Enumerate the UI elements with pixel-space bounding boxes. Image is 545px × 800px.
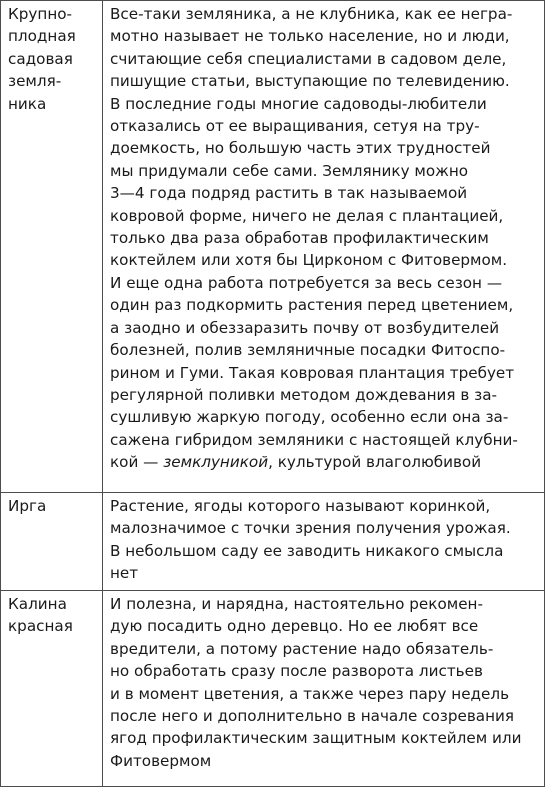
description-line: только два раза обработав профилактическим xyxy=(110,229,489,248)
text-run: , культурой влаголюбивой xyxy=(268,453,482,472)
description-line xyxy=(110,451,538,473)
description-line: сажена гибридом земляники с настоящей клубни- xyxy=(110,430,518,449)
description-line: вредители, а потому растение надо обязатель- xyxy=(110,639,494,658)
description-line: И еще одна работа потребуется за весь сезон — xyxy=(110,273,503,292)
description-line: мы придумали себе сами. Землянику можно xyxy=(110,161,469,180)
description-line: считающие себя специалистами в садовом деле, xyxy=(110,49,507,68)
description-line: дую посадить одно деревцо. Но ее любят все xyxy=(110,617,479,636)
description-line: после него и дополнительно в начале созревания xyxy=(110,707,515,726)
plant-name-line: Крупно- xyxy=(8,5,73,23)
description-line: В последние годы многие садоводы-любители xyxy=(110,94,487,113)
description-line: коктейлем или хотя бы Цирконом с Фитовермом. xyxy=(110,251,508,270)
plant-name-cell xyxy=(1,591,103,787)
description-line: 3—4 года подряд растить в так называемой xyxy=(110,184,468,203)
plant-name-line: плодная xyxy=(8,27,76,46)
description-line: В небольшом саду ее заводить никакого смысла xyxy=(110,541,504,560)
description-line: но обработать сразу после разворота листьев xyxy=(110,662,483,681)
description-line: регулярной поливки методом дождевания в за- xyxy=(110,385,497,404)
plant-description-cell xyxy=(103,493,545,591)
description-line: сушливую жаркую погоду, особенно если она за- xyxy=(110,408,509,427)
plant-name-cell xyxy=(1,1,103,493)
description-line: Все-таки земляника, а не клубника, как ее негра- xyxy=(110,5,513,23)
description-line: нет xyxy=(110,564,139,583)
table-row xyxy=(1,493,545,591)
plant-name-line: садовая xyxy=(8,49,73,68)
description-line: рином и Гуми. Такая ковровая плантация требует xyxy=(110,363,515,382)
description-line: один раз подкормить растения перед цветением, xyxy=(110,296,514,315)
italic-term: земклуникой xyxy=(163,453,269,472)
plant-name-line: Ирга xyxy=(8,497,47,515)
description-line: а заодно и обеззаразить почву от возбудителей xyxy=(110,318,500,337)
plant-name-line: ника xyxy=(8,94,47,113)
description-line: малозначимое с точки зрения получения урожая. xyxy=(110,519,511,538)
description-line: мотно называет не только население, но и люди, xyxy=(110,27,510,46)
description-line: болезней, полив земляничные посадки Фитоспо- xyxy=(110,341,506,360)
description-line: И полезна, и нарядна, настоятельно рекомен- xyxy=(110,595,483,613)
description-line: доемкость, но большую часть этих трудностей xyxy=(110,139,491,158)
plant-name-line: земля- xyxy=(8,72,62,91)
description-line: Фитовермом xyxy=(110,751,212,770)
table-row xyxy=(1,591,545,787)
description-line: пишущие статьи, выступающие по телевидению. xyxy=(110,72,510,91)
plant-name-line: красная xyxy=(8,617,73,636)
description-line: ковровой форме, ничего не делая с плантацией, xyxy=(110,206,504,225)
description-line: ягод профилактическим защитным коктейлем или xyxy=(110,729,522,748)
plant-description-cell xyxy=(103,591,545,787)
description-line: и в момент цветения, а также через пару недель xyxy=(110,684,510,703)
description-line: Растение, ягоды которого называют коринкой, xyxy=(110,497,491,515)
description-line: отказались от ее выращивания, сетуя на тру- xyxy=(110,117,480,136)
table-row xyxy=(1,1,545,493)
plant-name-cell xyxy=(1,493,103,591)
plant-description-cell xyxy=(103,1,545,493)
plant-name-line: Калина xyxy=(8,595,67,613)
text-run: кой — xyxy=(110,453,164,472)
